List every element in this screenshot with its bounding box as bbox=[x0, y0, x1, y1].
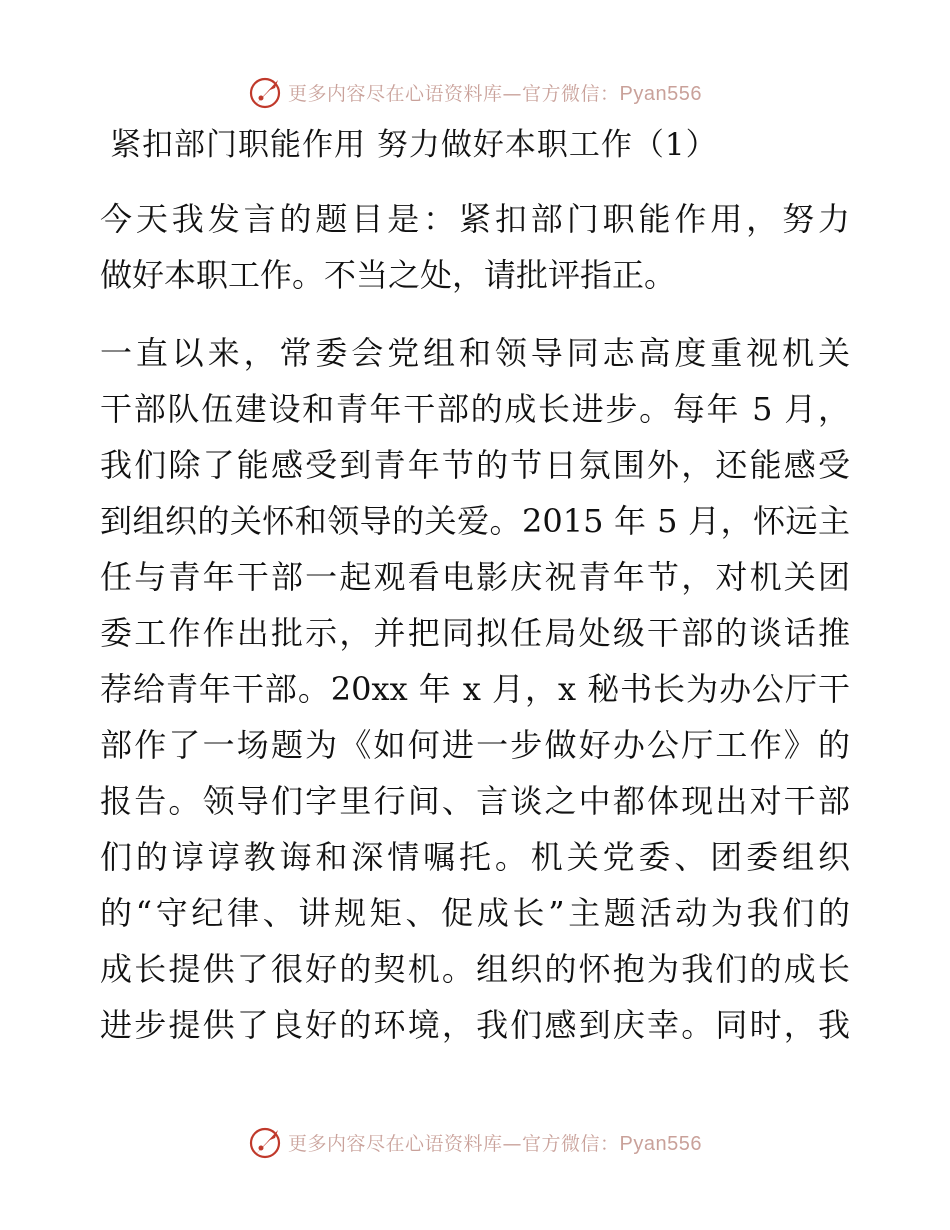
watermark-site-text: 更多内容尽在心语资料库 bbox=[288, 1132, 503, 1155]
text-line: 进步提供了良好的环境，我们感到庆幸。同时，我 bbox=[100, 1006, 850, 1044]
watermark-dash: — bbox=[502, 82, 523, 105]
text-line: 报告。领导们字里行间、言谈之中都体现出对干部 bbox=[100, 782, 850, 820]
watermark-content bbox=[248, 1124, 702, 1160]
text-line: 成长提供了很好的契机。组织的怀抱为我们的成长 bbox=[100, 950, 850, 988]
watermark-wechat-label: 官方微信： bbox=[522, 1132, 620, 1155]
text-line: 的“守纪律、讲规矩、促成长”主题活动为我们的 bbox=[100, 894, 850, 932]
watermark-wechat-label: 官方微信： bbox=[522, 82, 620, 105]
text-line: 委工作作出批示，并把同拟任局处级干部的谈话推 bbox=[100, 614, 850, 652]
watermark-text bbox=[288, 79, 702, 106]
text-line: 干部队伍建设和青年干部的成长进步。每年 5 月， bbox=[100, 390, 850, 428]
watermark-account: Pyan556 bbox=[619, 1132, 702, 1155]
text-line: 今天我发言的题目是：紧扣部门职能作用，努力 bbox=[100, 200, 850, 238]
paragraph-intro bbox=[100, 191, 850, 303]
text-line: 们的谆谆教诲和深情嘱托。机关党委、团委组织 bbox=[100, 838, 850, 876]
text-line: 我们除了能感受到青年节的节日氛围外，还能感受 bbox=[100, 446, 850, 484]
document-title: 紧扣部门职能作用 努力做好本职工作（1） bbox=[110, 127, 718, 163]
quill-logo-icon bbox=[248, 1124, 284, 1160]
watermark-site-text: 更多内容尽在心语资料库 bbox=[288, 82, 503, 105]
watermark-banner-bottom bbox=[0, 1120, 950, 1164]
text-line: 部作了一场题为《如何进一步做好办公厅工作》的 bbox=[100, 726, 850, 764]
text-line: 到组织的关怀和领导的关爱。2015 年 5 月，怀远主 bbox=[100, 502, 850, 540]
text-line: 荐给青年干部。20xx 年 x 月，x 秘书长为办公厅干 bbox=[100, 670, 850, 708]
text-line: 一直以来，常委会党组和领导同志高度重视机关 bbox=[100, 334, 850, 372]
quill-logo-icon bbox=[248, 74, 284, 110]
watermark-dash: — bbox=[502, 1132, 523, 1155]
text-line: 任与青年干部一起观看电影庆祝青年节，对机关团 bbox=[100, 558, 850, 596]
text-line: 做好本职工作。不当之处，请批评指正。 bbox=[100, 256, 677, 294]
paragraph-body bbox=[100, 325, 850, 1053]
watermark-text bbox=[288, 1129, 702, 1156]
watermark-banner-top bbox=[0, 70, 950, 114]
watermark-account: Pyan556 bbox=[619, 82, 702, 105]
watermark-content bbox=[248, 74, 702, 110]
